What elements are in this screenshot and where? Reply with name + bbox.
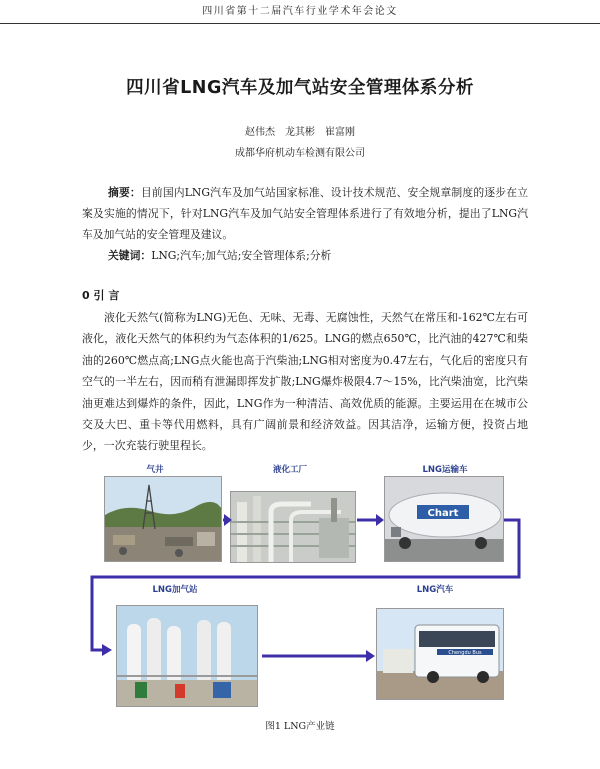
label-liquefaction-plant: 液化工厂 bbox=[272, 465, 307, 475]
arrow-truck-to-station bbox=[92, 520, 519, 650]
label-lng-vehicle: LNG汽车 bbox=[416, 585, 454, 595]
authors: 赵伟杰 龙其彬 崔富刚 bbox=[245, 127, 355, 138]
abstract-label: 摘要： bbox=[108, 186, 141, 199]
intro-paragraph: 液化天然气(简称为LNG)无色、无味、无毒、无腐蚀性，天然气在常压和-162℃左右可液化，液化天然气的体积约为气态体积的1/625。LNG的燃点650℃，比汽油的427℃和柴油的260℃燃点高;LNG点火能也高于汽柴油;LNG相对密度为0.47左右，气化后的密度只有空气的一半左右，因而稍有泄漏即挥发扩散;LNG爆炸极限4.7～15%，比汽柴油宽，比汽柴油更难达到爆炸的条件，因此，LNG作为一种清洁、高效优质的能源。主要运用在在城市公交及大巴、重卡等代用燃料，具有广阔前景和经济效益。因其洁净，运输方便，投资占地少，一次充装行驶里程长。 bbox=[82, 311, 528, 453]
keywords-text: LNG;汽车;加气站;安全管理体系;分析 bbox=[151, 249, 332, 262]
keywords-label: 关键词： bbox=[108, 249, 152, 262]
label-lng-truck: LNG运输车 bbox=[422, 465, 468, 475]
running-header: 四川省第十二届汽车行业学术年会论文 bbox=[0, 0, 600, 24]
paper-title: 四川省LNG汽车及加气站安全管理体系分析 bbox=[126, 78, 474, 98]
label-gas-well: 气井 bbox=[146, 465, 164, 475]
section-heading: 0 引 言 bbox=[82, 289, 120, 302]
bus-banner-text: Chengdu Bus bbox=[448, 650, 482, 656]
label-lng-station: LNG加气站 bbox=[152, 585, 198, 595]
abstract-text: 目前国内LNG汽车及加气站国家标准、设计技术规范、安全规章制度的逐步在立案及实施的情况下，针对LNG汽车及加气站安全管理体系进行了有效地分析，提出了LNG汽车及加气站的安全管理及建议。 bbox=[82, 186, 528, 241]
truck-logo-text: Chart bbox=[427, 508, 459, 519]
affiliation: 成都华府机动车检测有限公司 bbox=[235, 148, 365, 159]
figure-caption: 图1 LNG产业链 bbox=[265, 721, 335, 732]
